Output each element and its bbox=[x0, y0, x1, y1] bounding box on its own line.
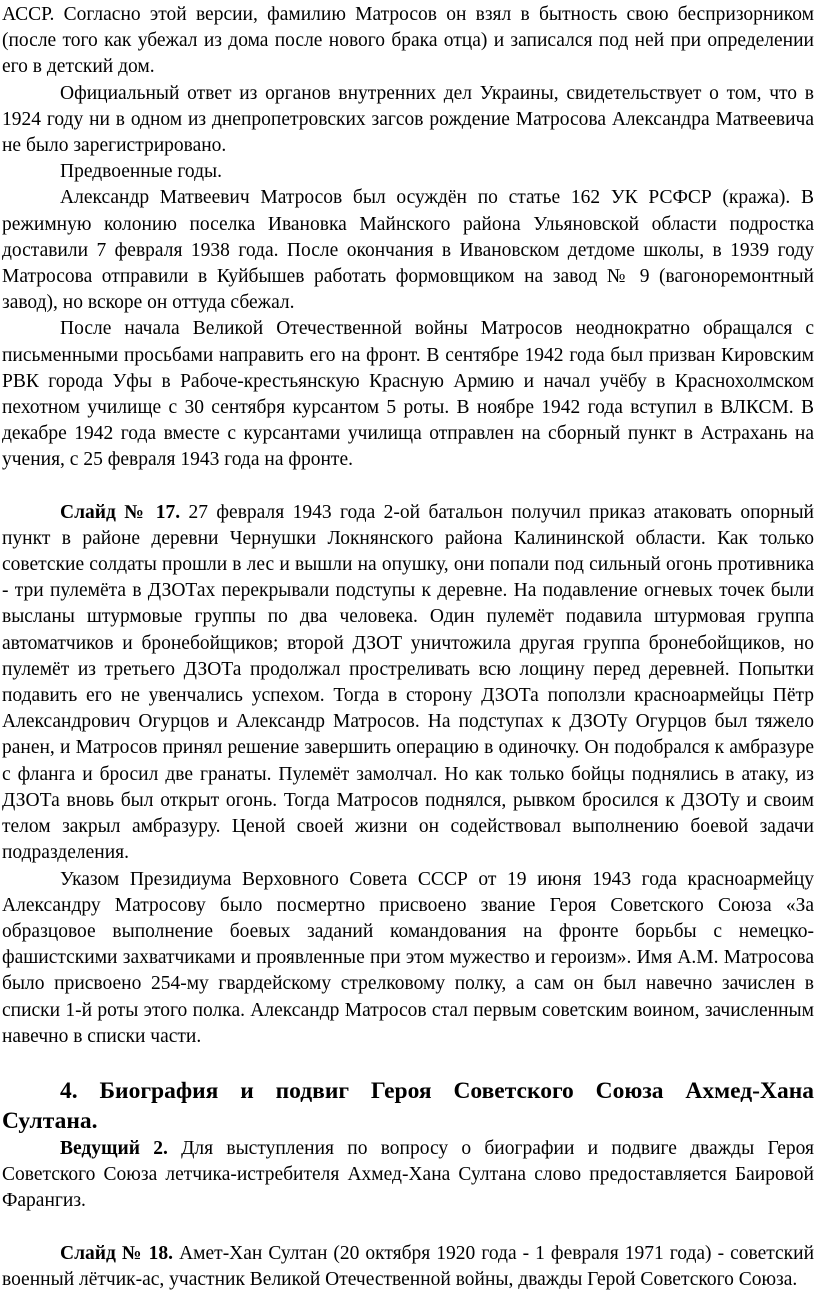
slide-18-label: Слайд № 18. bbox=[60, 1242, 174, 1264]
paragraph-spacer bbox=[2, 1050, 814, 1076]
paragraph-slide-18 bbox=[2, 1241, 814, 1293]
paragraph-slide-17 bbox=[2, 500, 814, 867]
paragraph-host-2 bbox=[2, 1136, 814, 1215]
host-2-text: Для выступления по вопросу о биографии и подвиге дважды Героя Советского Союза летчика-истребителя Ахмед-Хана Султана слово предоставляется Баировой Фарангиз. bbox=[2, 1137, 814, 1212]
host-2-label: Ведущий 2. bbox=[60, 1137, 168, 1159]
paragraph-assr-version: АССР. Согласно этой версии, фамилию Матросов он взял в бытность свою беспризорником (после того как убежал из дома после нового брака отца) и записался под ней при определении его в детский дом. bbox=[2, 4, 814, 78]
paragraph-spacer bbox=[2, 1215, 814, 1241]
slide-17-label: Слайд № 17. bbox=[60, 501, 181, 523]
paragraph-conviction: Александр Матвеевич Матросов был осуждён по статье 162 УК РСФСР (кража). В режимную колонию поселка Ивановка Майнского района Ульяновской области подростка доставили 7 февраля 1938 года. После окончания в Ивановском детдоме школы, в 1939 году Матросова отправили в Куйбышев работать формовщиком на завод № 9 (вагоноремонтный завод), но вскоре он оттуда сбежал. bbox=[2, 187, 814, 314]
slide-18-text: Амет-Хан Султан (20 октября 1920 года - 1 февраля 1971 года) - советский военный лётчик-ас, участник Великой Отечественной войны, дважды Герой Советского Союза. bbox=[2, 1242, 814, 1290]
paragraph-official-answer: Официальный ответ из органов внутренних дел Украины, свидетельствует о том, что в 1924 году ни в одном из днепропетровских загсов рождение Матросова Александра Матвеевича не было зарегистрировано. bbox=[2, 82, 814, 157]
paragraph-spacer bbox=[2, 474, 814, 500]
paragraph-decree: Указом Президиума Верховного Совета СССР от 19 июня 1943 года красноармейцу Александру Матросову было посмертно присвоено звание Героя Советского Союза «За образцовое выполнение боевых заданий командования на фронте борьбы с немецко-фашистскими захватчиками и проявленные при этом мужество и героизм». Имя А.М. Матросова было присвоено 254-му гвардейскому стрелковому полку, а сам он был навечно зачислен в списки 1-й роты этого полка. Александр Матросов стал первым советским воином, зачисленным навечно в списки части. bbox=[2, 868, 814, 1047]
section-4-heading: 4. Биография и подвиг Героя Советского Союза Ахмед-Хана Султана. bbox=[2, 1077, 814, 1134]
paragraph-prewar-years: Предвоенные годы. bbox=[60, 161, 222, 183]
paragraph-war-start: После начала Великой Отечественной войны Матросов неоднократно обращался с письменными просьбами направить его на фронт. В сентябре 1942 года был призван Кировским РВК города Уфы в Рабоче-крестьянскую Красную Армию и начал учёбу в Краснохолмском пехотном училище с 30 сентября курсантом 5 роты. В ноябре 1942 года вступил в ВЛКСМ. В декабре 1942 года вместе с курсантами училища отправлен на сборный пункт в Астрахань на учения, с 25 февраля 1943 года на фронте. bbox=[2, 318, 814, 471]
slide-17-text: 27 февраля 1943 года 2-ой батальон получил приказ атаковать опорный пункт в районе деревни Чернушки Локнянского района Калининской области. Как только советские солдаты прошли в лес и вышли на опушку, они попали под сильный огонь противника - три пулемёта в ДЗОТах перекрывали подступы к деревне. На подавление огневых точек были высланы штурмовые группы по два человека. Один пулемёт подавила штурмовая группа автоматчиков и бронебойщиков; второй ДЗОТ уничтожила другая группа бронебойщиков, но пулемёт из третьего ДЗОТа продолжал простреливать всю лощину перед деревней. Попытки подавить его не увенчались успехом. Тогда в сторону ДЗОТа поползли красноармейцы Пётр Александрович Огурцов и Александр Матросов. На подступах к ДЗОТу Огурцов был тяжело ранен, и Матросов принял решение завершить операцию в одиночку. Он подобрался к амбразуре с фланга и бросил две гранаты. Пулемёт замолчал. Но как только бойцы поднялись в атаку, из ДЗОТа вновь был открыт огонь. Тогда Матросов поднялся, рывком бросился к ДЗОТу и своим телом закрыл амбразуру. Ценой своей жизни он содействовал выполнению боевой задачи подразделения. bbox=[2, 501, 814, 864]
